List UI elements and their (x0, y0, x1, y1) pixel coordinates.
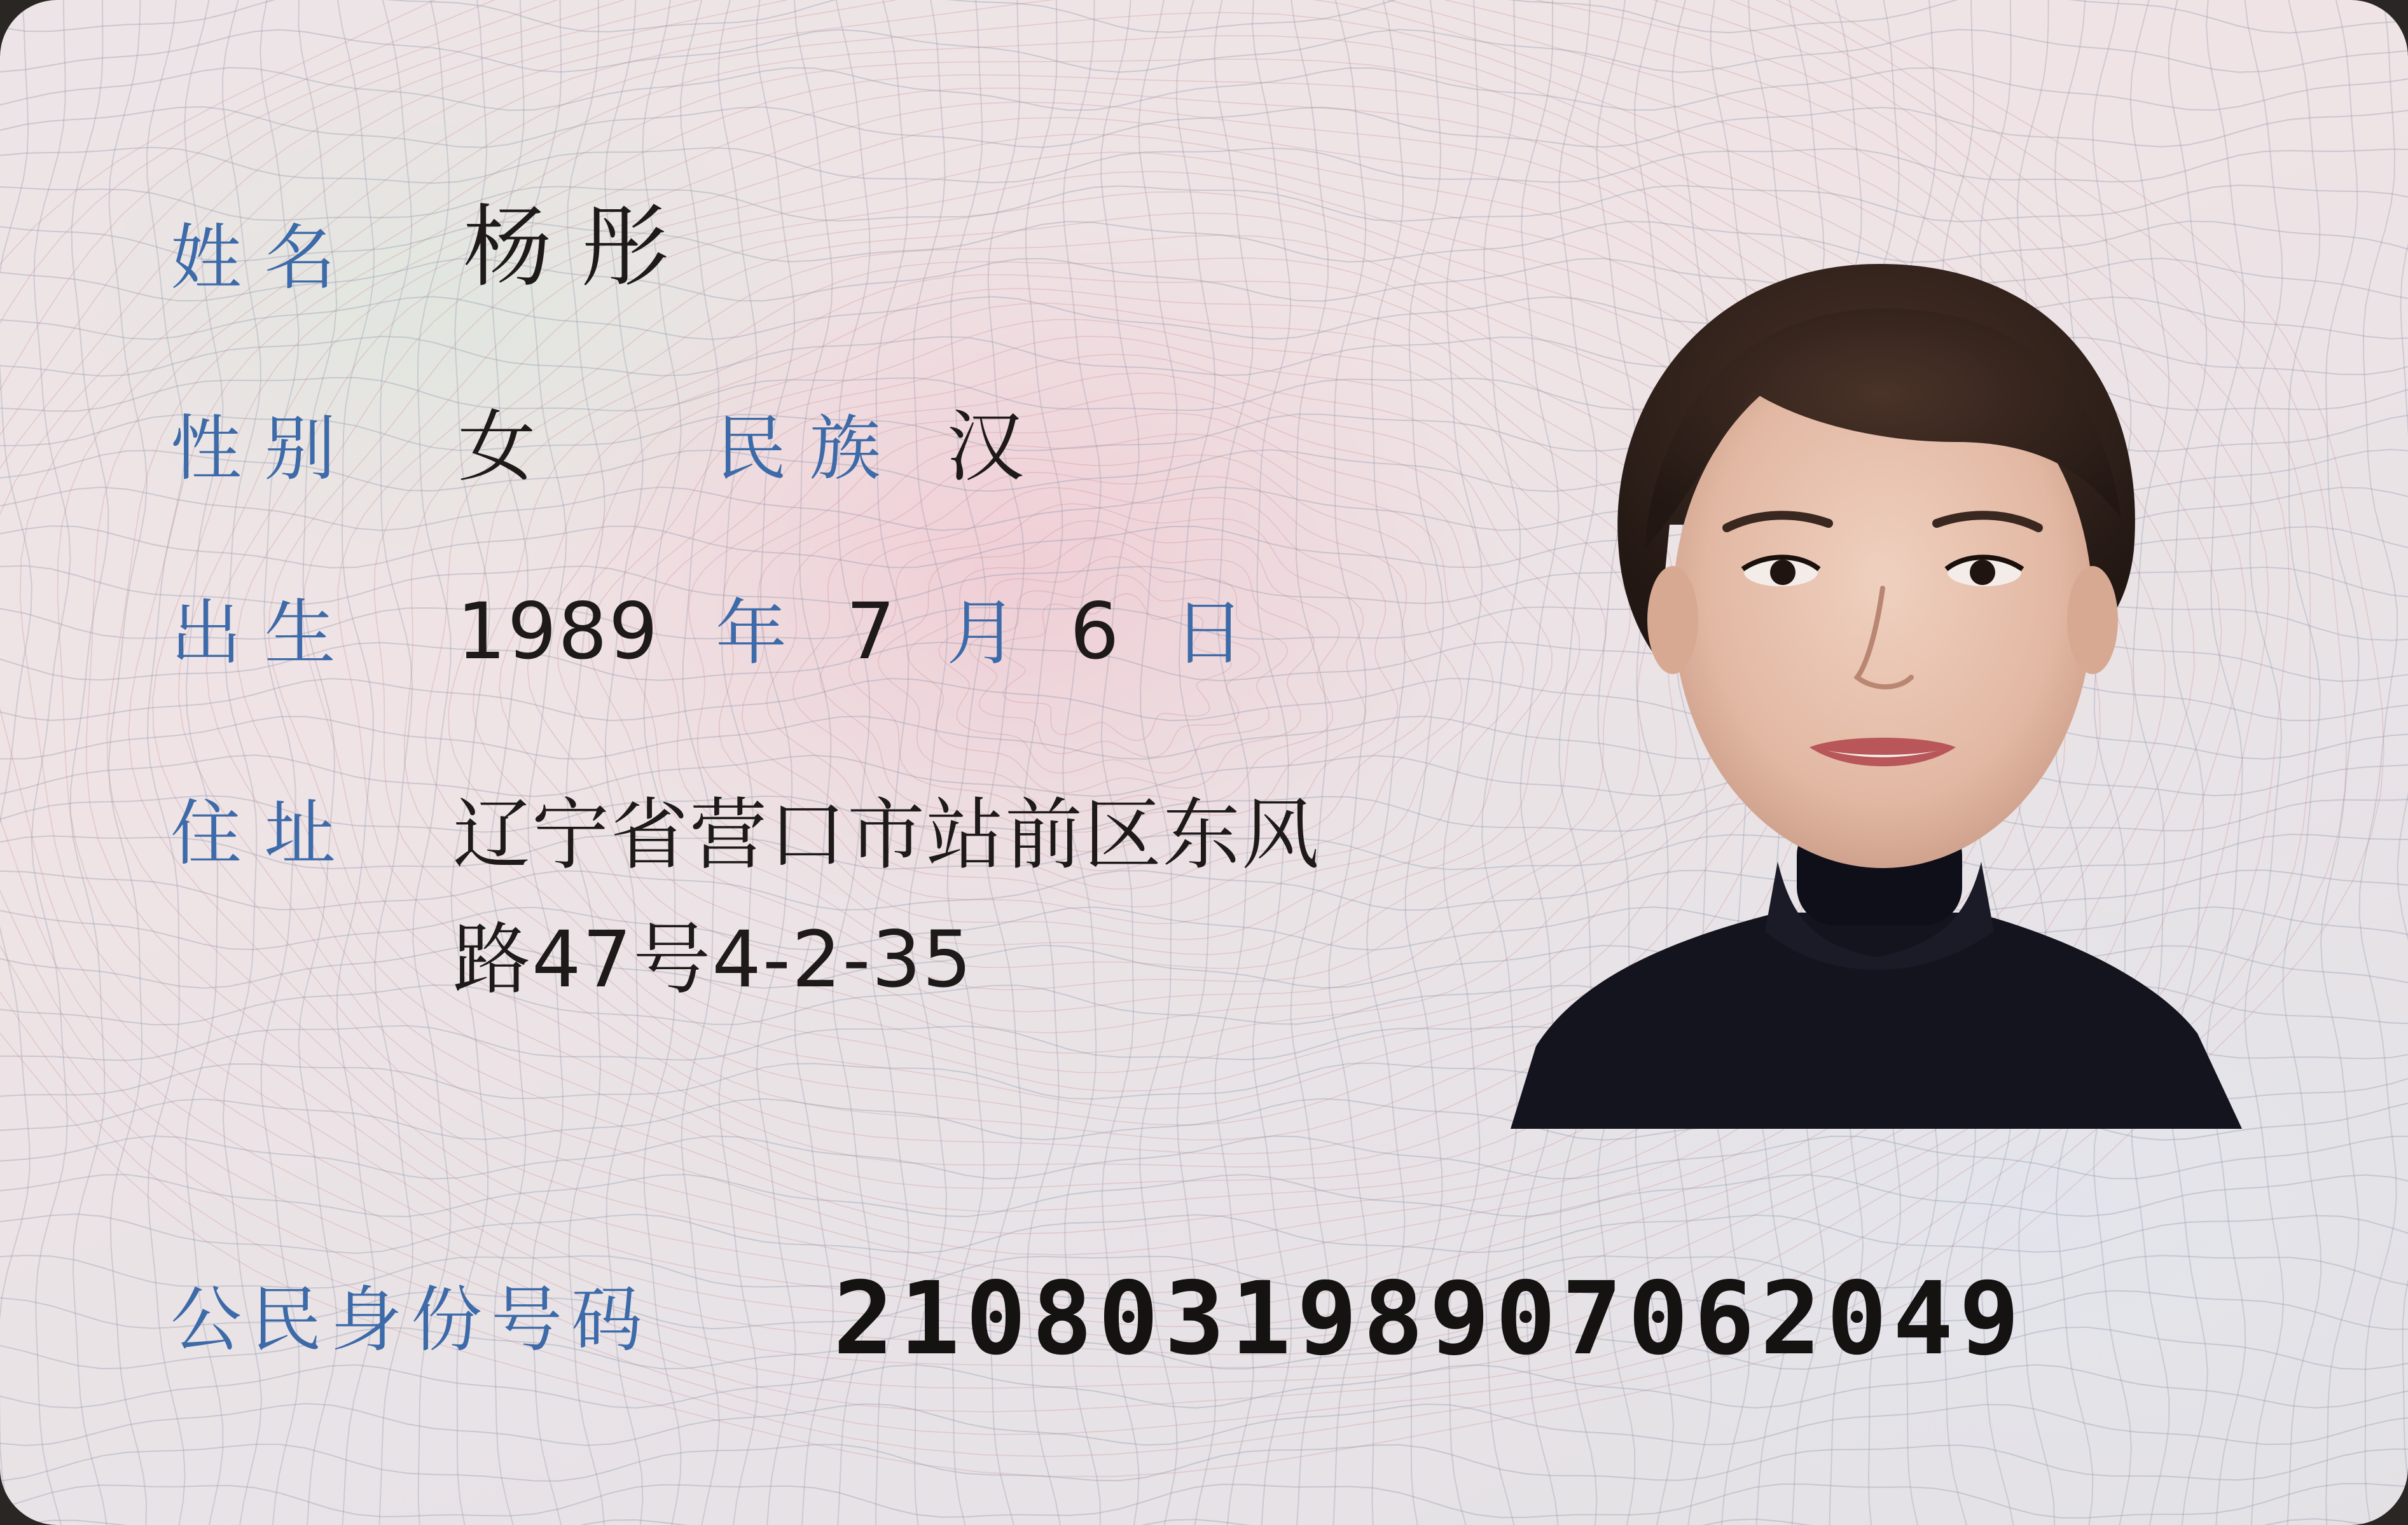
id-number-value: 210803198907062049 (833, 1260, 2026, 1377)
birth-month: 7 (846, 586, 897, 677)
address-line-2: 路47号4-2-35 (453, 914, 973, 1005)
birth-label: 出 生 (170, 592, 336, 675)
ethnicity-label: 民 族 (716, 408, 881, 490)
birth-day: 6 (1070, 586, 1121, 677)
birth-year: 1989 (457, 586, 660, 677)
day-unit: 日 (1173, 592, 1245, 675)
ethnicity-value: 汉 (946, 402, 1024, 492)
name-value: 杨 彤 (463, 196, 670, 300)
sex-label: 性 别 (170, 408, 336, 490)
year-unit: 年 (716, 592, 787, 675)
month-unit: 月 (946, 592, 1018, 675)
address-label: 住 址 (170, 792, 336, 875)
sex-value: 女 (458, 402, 536, 492)
address-line-1: 辽宁省营口市站前区东风 (453, 790, 1320, 880)
name-label: 姓 名 (170, 217, 336, 300)
id-number-label: 公民身份号码 (170, 1279, 651, 1362)
portrait-photo-icon (1511, 251, 2242, 1135)
